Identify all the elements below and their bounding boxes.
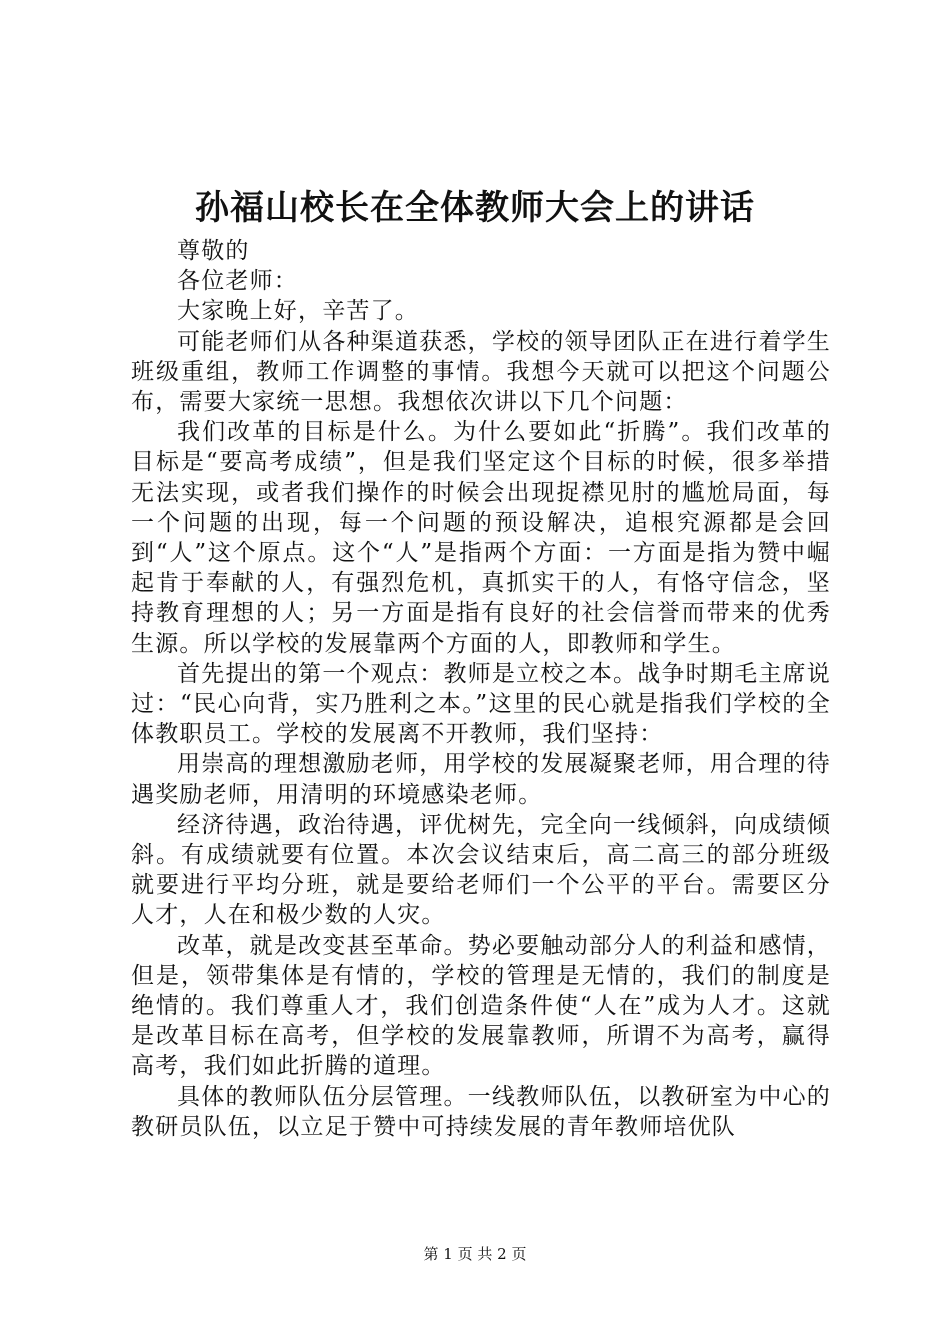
page-number-footer: 第 1 页 共 2 页	[423, 1245, 527, 1263]
body-paragraph: 我们改革的目标是什么。为什么要如此“折腾”。我们改革的目标是“要高考成绩”，但是我们坚定这个目标的时候，很多举措无法实现，或者我们操作的时候会出现捉襟见肘的尴尬局面，每一个问题的出现，每一个问题的预设解决，追根究源都是会回到“人”这个原点。这个“人”是指两个方面：一方面是指为赞中崛起肯于奉献的人，有强烈危机，真抓实干的人，有恪守信念，坚持教育理想的人；另一方面是指有良好的社会信誉而带来的优秀生源。所以学校的发展靠两个方面的人，即教师和学生。	[131, 419, 831, 657]
salutation-line: 各位老师：	[177, 268, 298, 295]
body-paragraph: 首先提出的第一个观点：教师是立校之本。战争时期毛主席说过：“民心向背，实乃胜利之本。”这里的民心就是指我们学校的全体教职员工。学校的发展离不开教师，我们坚持：	[131, 660, 831, 748]
document-title: 孙福山校长在全体教师大会上的讲话	[195, 188, 755, 228]
body-paragraph: 经济待遇，政治待遇，评优树先，完全向一线倾斜，向成绩倾斜。有成绩就要有位置。本次会议结束后，高二高三的部分班级就要进行平均分班，就是要给老师们一个公平的平台。需要区分人才，人在和极少数的人灾。	[131, 811, 831, 929]
salutation-line: 尊敬的	[177, 238, 250, 264]
greeting-line: 大家晚上好，辛苦了。	[177, 298, 419, 325]
body-paragraph: 用崇高的理想激励老师，用学校的发展凝聚老师，用合理的待遇奖励老师，用清明的环境感染老师。	[131, 751, 831, 808]
document-body	[131, 236, 831, 1142]
body-paragraph: 具体的教师队伍分层管理。一线教师队伍，以教研室为中心的教研员队伍，以立足于赞中可持续发展的青年教师培优队	[131, 1083, 831, 1140]
body-paragraph: 改革，就是改变甚至革命。势必要触动部分人的利益和感情，但是，领带集体是有情的，学校的管理是无情的，我们的制度是绝情的。我们尊重人才，我们创造条件使“人在”成为人才。这就是改革目标在高考，但学校的发展靠教师，所谓不为高考，赢得高考，我们如此折腾的道理。	[131, 932, 831, 1080]
body-paragraph: 可能老师们从各种渠道获悉，学校的领导团队正在进行着学生班级重组，教师工作调整的事情。我想今天就可以把这个问题公布，需要大家统一思想。我想依次讲以下几个问题：	[131, 328, 831, 416]
